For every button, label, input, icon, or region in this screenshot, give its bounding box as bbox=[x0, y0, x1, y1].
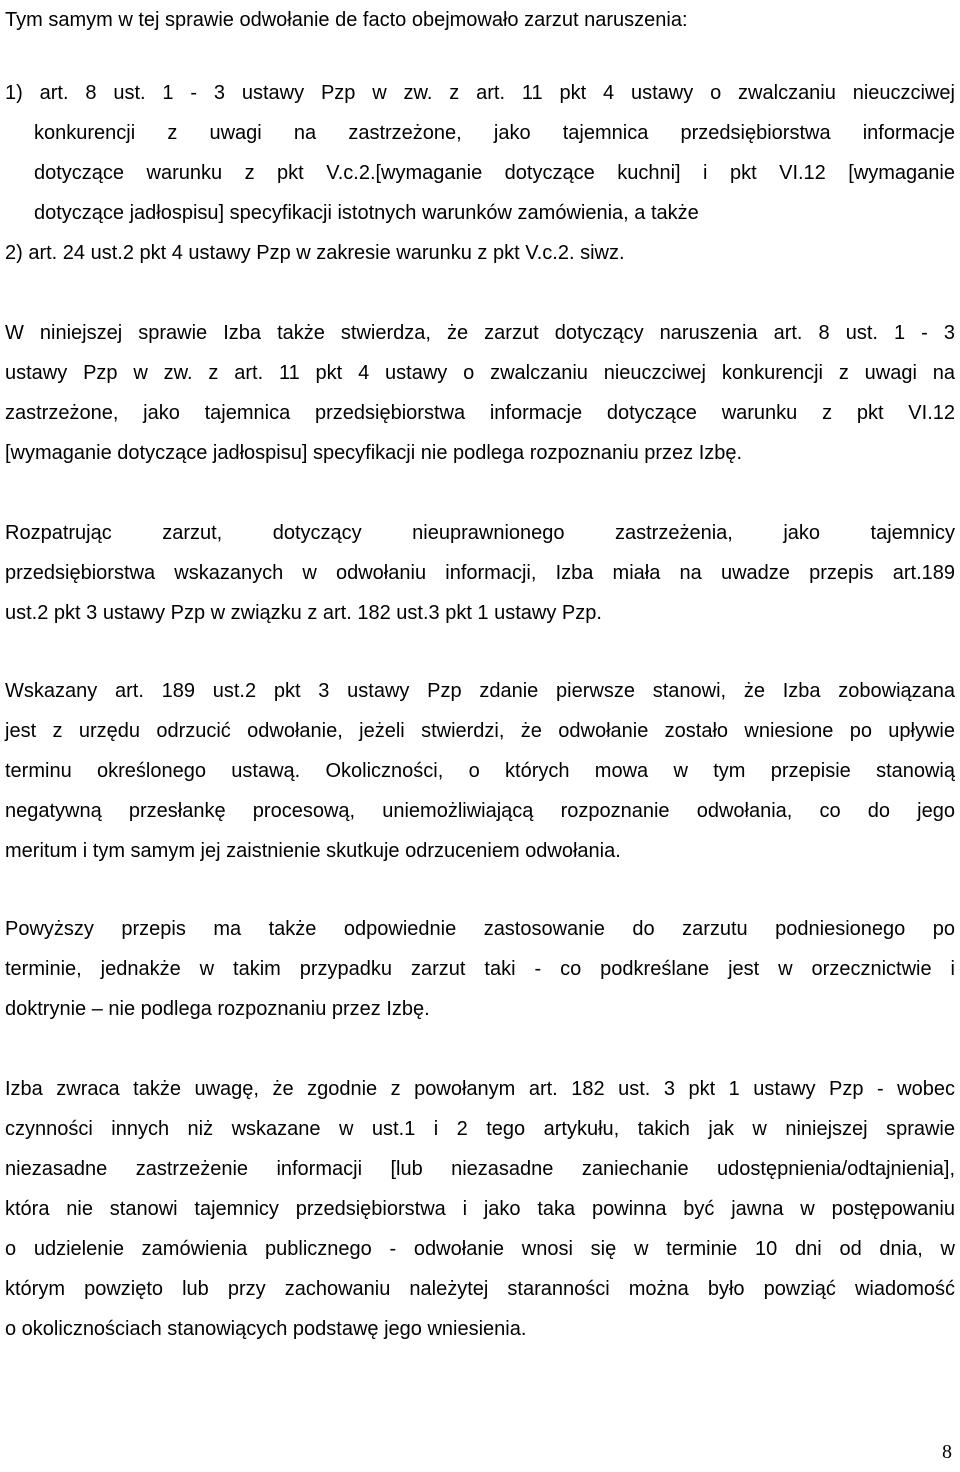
paragraph-line: Powyższy przepis ma także odpowiednie zastosowanie do zarzutu podniesionego po bbox=[5, 918, 955, 940]
paragraph-line: niezasadne zastrzeżenie informacji [lub niezasadne zaniechanie udostępnienia/odtajnienia], bbox=[5, 1158, 955, 1180]
list-item-1-line: dotyczące jadłospisu] specyfikacji istotnych warunków zamówienia, a także bbox=[34, 202, 699, 224]
paragraph-line: czynności innych niż wskazane w ust.1 i 2 tego artykułu, takich jak w niniejszej sprawie bbox=[5, 1118, 955, 1140]
paragraph-line: Wskazany art. 189 ust.2 pkt 3 ustawy Pzp zdanie pierwsze stanowi, że Izba zobowiązana bbox=[5, 680, 955, 702]
paragraph-line: terminie, jednakże w takim przypadku zarzut taki - co podkreślane jest w orzecznictwie i bbox=[5, 958, 955, 980]
paragraph-line: [wymaganie dotyczące jadłospisu] specyfikacji nie podlega rozpoznaniu przez Izbę. bbox=[5, 442, 743, 464]
list-item-1-line: 1) art. 8 ust. 1 - 3 ustawy Pzp w zw. z art. 11 pkt 4 ustawy o zwalczaniu nieuczciwej bbox=[5, 82, 955, 104]
paragraph-line: meritum i tym samym jej zaistnienie skutkuje odrzuceniem odwołania. bbox=[5, 840, 621, 862]
paragraph-line: ustawy Pzp w zw. z art. 11 pkt 4 ustawy o zwalczaniu nieuczciwej konkurencji z uwagi na bbox=[5, 362, 955, 384]
page-number: 8 bbox=[942, 1441, 952, 1463]
list-item-2-line: 2) art. 24 ust.2 pkt 4 ustawy Pzp w zakresie warunku z pkt V.c.2. siwz. bbox=[5, 242, 625, 264]
paragraph-line: negatywną przesłankę procesową, uniemożliwiającą rozpoznanie odwołania, co do jego bbox=[5, 800, 955, 822]
paragraph-line: terminu określonego ustawą. Okoliczności, o których mowa w tym przepisie stanowią bbox=[5, 760, 955, 782]
paragraph-line: którym powzięto lub przy zachowaniu należytej staranności można było powziąć wiadomość bbox=[5, 1278, 955, 1300]
paragraph-line: jest z urzędu odrzucić odwołanie, jeżeli stwierdzi, że odwołanie zostało wniesione po upływie bbox=[5, 720, 955, 742]
paragraph-line: o okolicznościach stanowiących podstawę jego wniesienia. bbox=[5, 1318, 527, 1340]
paragraph-line: ust.2 pkt 3 ustawy Pzp w związku z art. 182 ust.3 pkt 1 ustawy Pzp. bbox=[5, 602, 602, 624]
paragraph-line: Izba zwraca także uwagę, że zgodnie z powołanym art. 182 ust. 3 pkt 1 ustawy Pzp - wobec bbox=[5, 1078, 955, 1100]
list-item-1-line: dotyczące warunku z pkt V.c.2.[wymaganie dotyczące kuchni] i pkt VI.12 [wymaganie bbox=[34, 162, 955, 184]
paragraph-line: która nie stanowi tajemnicy przedsiębiorstwa i jako taka powinna być jawna w postępowaniu bbox=[5, 1198, 955, 1220]
list-item-1-line: konkurencji z uwagi na zastrzeżone, jako tajemnica przedsiębiorstwa informacje bbox=[34, 122, 955, 144]
paragraph-line: zastrzeżone, jako tajemnica przedsiębiorstwa informacje dotyczące warunku z pkt VI.12 bbox=[5, 402, 955, 424]
paragraph-line: W niniejszej sprawie Izba także stwierdza, że zarzut dotyczący naruszenia art. 8 ust. 1 - 3 bbox=[5, 322, 955, 344]
paragraph-intro-line: Tym samym w tej sprawie odwołanie de facto obejmowało zarzut naruszenia: bbox=[5, 9, 688, 31]
paragraph-line: doktrynie – nie podlega rozpoznaniu przez Izbę. bbox=[5, 998, 430, 1020]
paragraph-line: o udzielenie zamówienia publicznego - odwołanie wnosi się w terminie 10 dni od dnia, w bbox=[5, 1238, 955, 1260]
paragraph-line: przedsiębiorstwa wskazanych w odwołaniu informacji, Izba miała na uwadze przepis art.189 bbox=[5, 562, 955, 584]
paragraph-line: Rozpatrując zarzut, dotyczący nieuprawnionego zastrzeżenia, jako tajemnicy bbox=[5, 522, 955, 544]
